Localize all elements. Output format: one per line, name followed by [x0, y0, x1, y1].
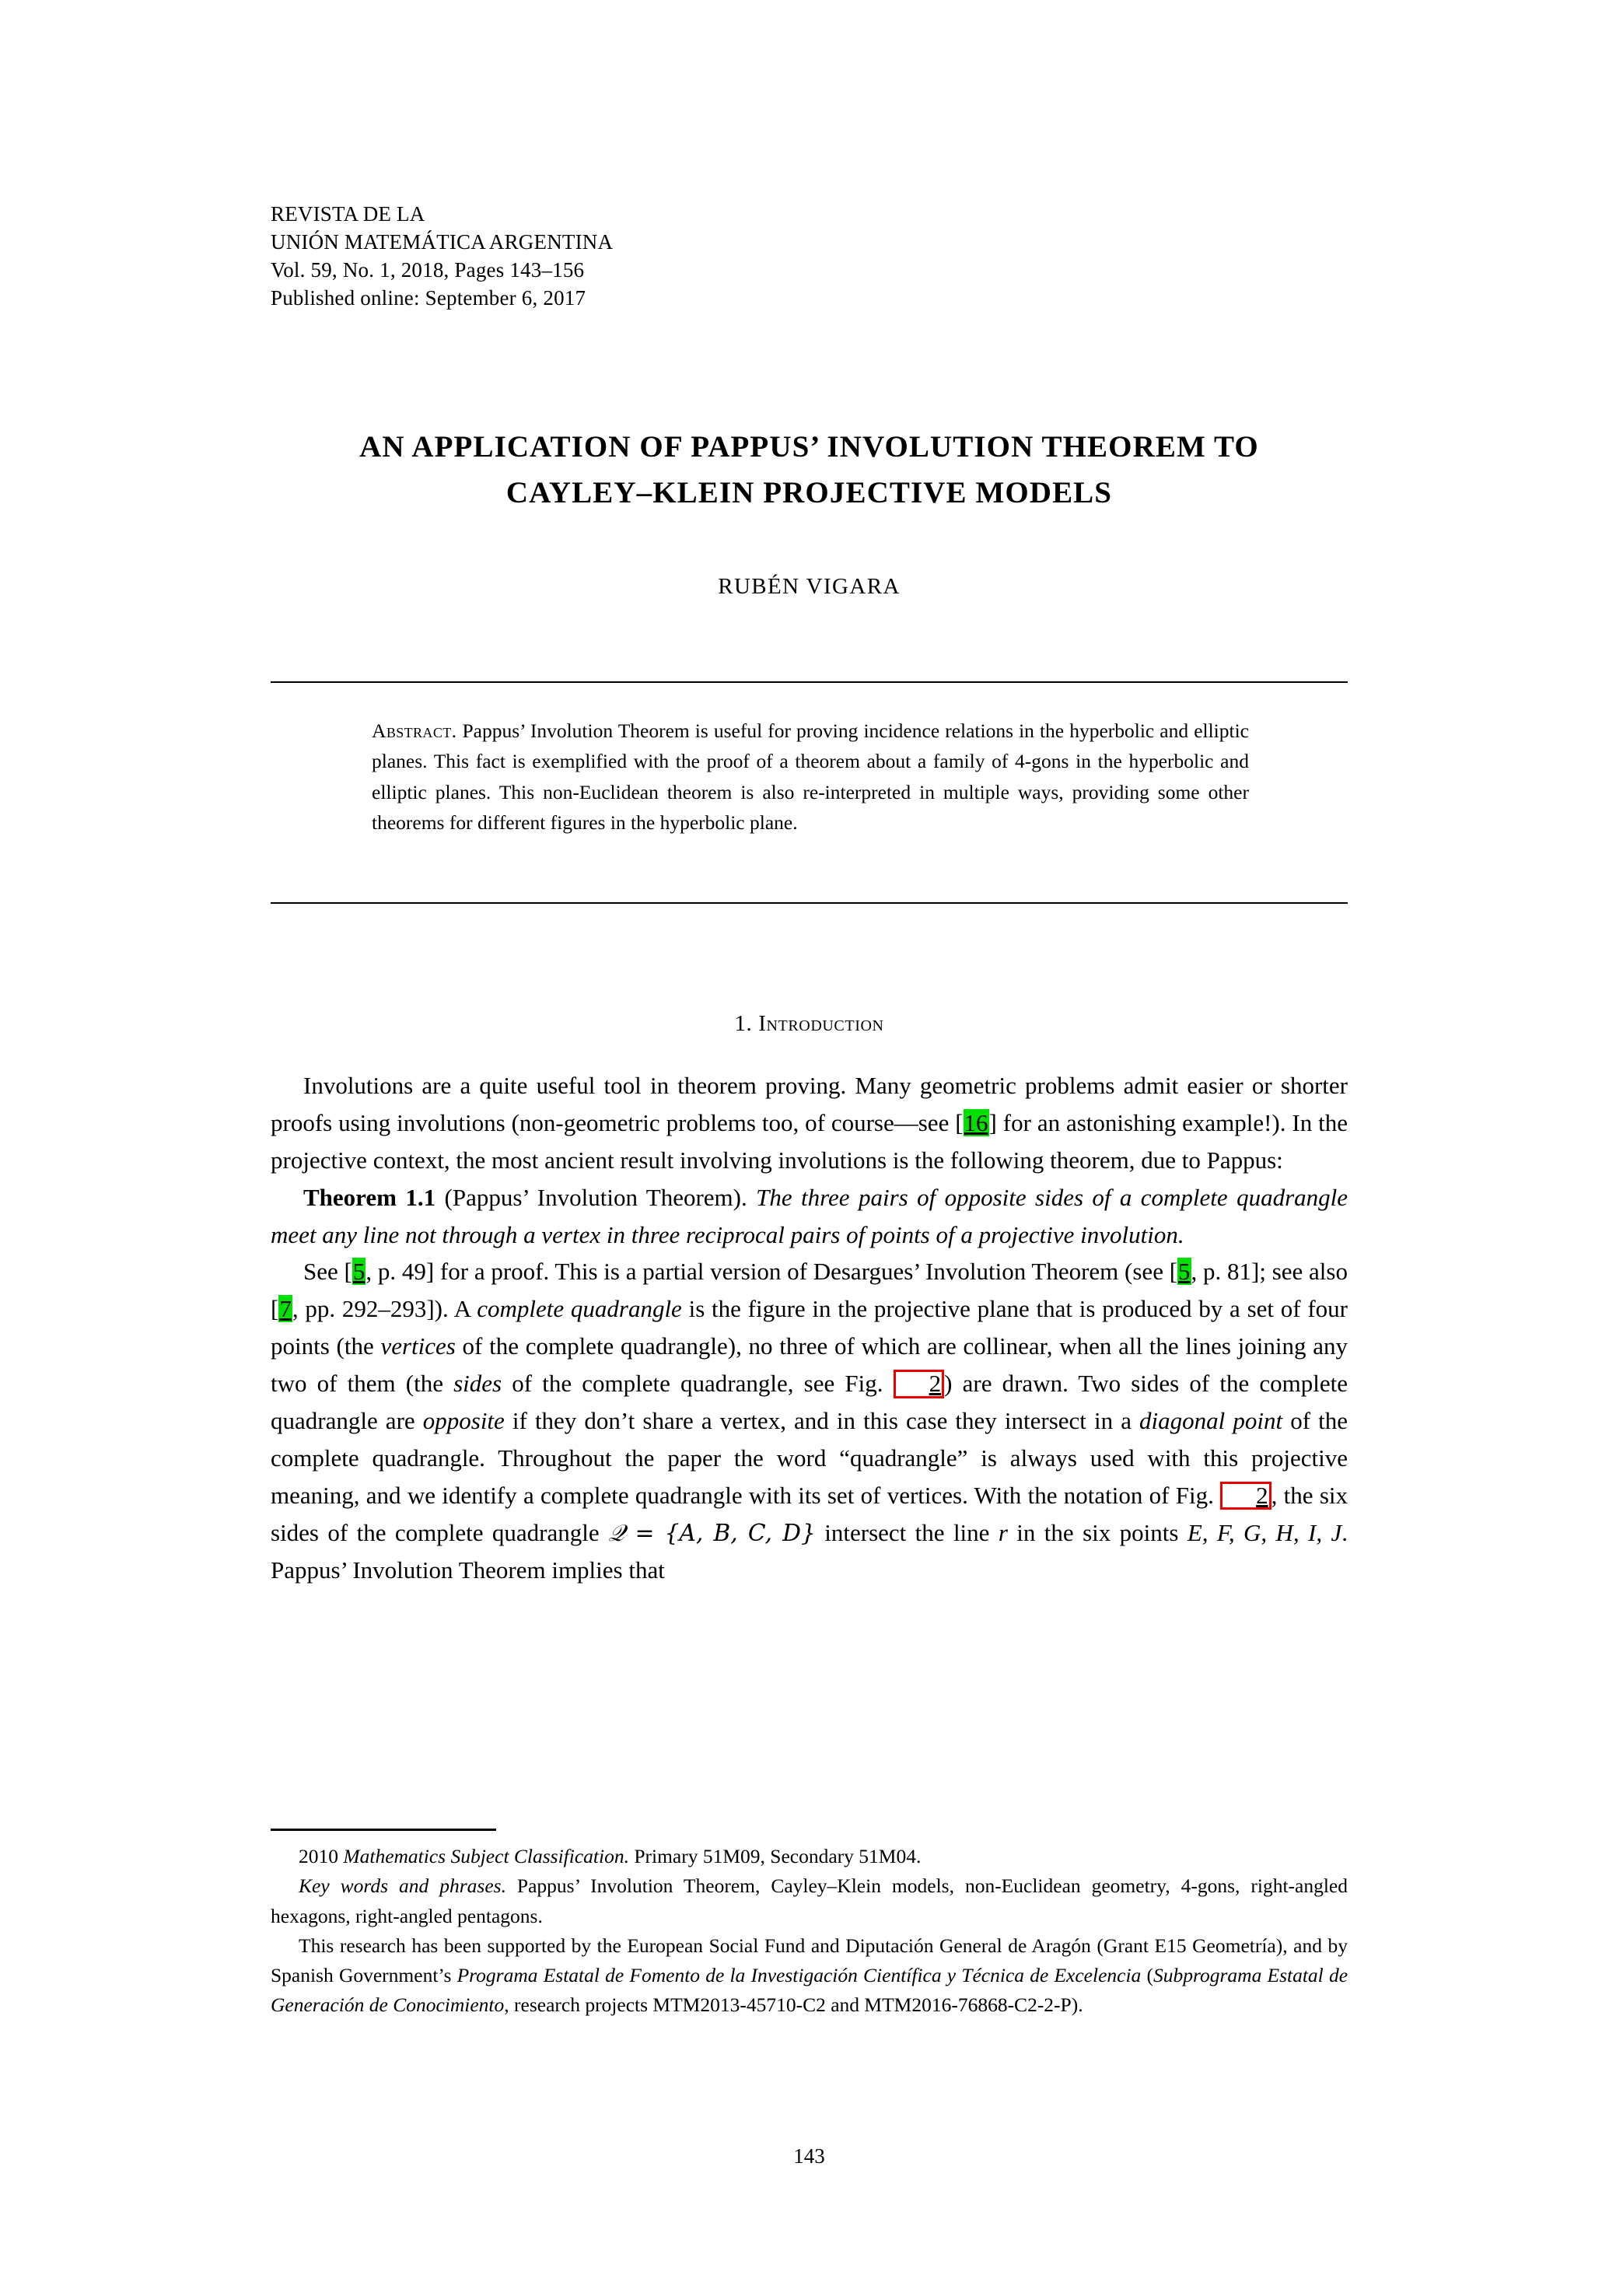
emphasis-sides: sides [453, 1370, 502, 1398]
para2-part-n: . Pappus’ Involution Theorem implies that [271, 1518, 1348, 1584]
section-title: Introduction [758, 1011, 884, 1036]
abstract-label: Abstract. [372, 719, 457, 742]
math-quadrangle-set: 𝒬 = {A, B, C, D} [607, 1519, 816, 1547]
figure-ref-link-2-second[interactable]: 2 [1220, 1482, 1271, 1510]
page-title-line-2: CAYLEY–KLEIN PROJECTIVE MODELS [505, 476, 1113, 510]
section-heading-introduction [271, 1011, 1348, 1037]
theorem-label: Theorem 1.1 [303, 1183, 436, 1211]
msc-year: 2010 [299, 1845, 344, 1867]
emphasis-opposite: opposite [422, 1407, 505, 1435]
paragraph-intro-part-b: ] for an astonishing example!). In the projective context, the most ancient result involving involutions is the following theorem, due to Pappus: [271, 1108, 1348, 1174]
para2-part-m: in the six points [1007, 1518, 1188, 1546]
theorem-name: (Pappus’ Involution Theorem). [444, 1183, 747, 1211]
math-line-r: r [998, 1518, 1008, 1546]
journal-volume-info: Vol. 59, No. 1, 2018, Pages 143–156 [271, 257, 585, 282]
journal-published-date: Published online: September 6, 2017 [271, 285, 586, 310]
keywords-label: Key words and phrases. [299, 1874, 506, 1898]
emphasis-diagonal-point: diagonal point [1139, 1407, 1283, 1435]
journal-name-line-2: UNIÓN MATEMÁTICA ARGENTINA [271, 229, 614, 254]
emphasis-complete-quadrangle: complete quadrangle [477, 1295, 682, 1323]
figure-ref-link-2-first[interactable]: 2 [894, 1370, 945, 1398]
page-title-line-1: AN APPLICATION OF PAPPUS’ INVOLUTION THEOREM TO [359, 430, 1259, 464]
citation-link-5-second[interactable]: 5 [1178, 1258, 1191, 1286]
para2-part-k: , the six sides of the complete quadrangle [271, 1481, 1348, 1546]
abstract-bottom-rule [271, 902, 1348, 904]
paragraph-intro-part-a: Involutions are a quite useful tool in theorem proving. Many geometric problems admit easier or shorter proofs using involutions (non-geometric problems too, of course—see [ [271, 1072, 1348, 1136]
citation-link-5-first[interactable]: 5 [352, 1258, 366, 1286]
author-name: RUBÉN VIGARA [718, 574, 901, 599]
keywords-value: Pappus’ Involution Theorem, Cayley–Klein models, non-Euclidean geometry, 4-gons, right-angled hexagons, right-angled pentagons. [271, 1874, 1348, 1927]
para2-part-i: if they don’t share a vertex, and in this case they intersect in a [504, 1407, 1140, 1435]
paragraph-quadrangle [271, 1253, 1348, 1588]
funding-subprogram-name: Subprograma Estatal de Generación de Conocimiento [271, 1964, 1348, 2017]
para2-part-j: of the complete quadrangle. Throughout the paper the word “quadrangle” is always used with this projective meaning, and we identify a complete quadrangle with its set of vertices. With the notation of Fig. [271, 1407, 1348, 1509]
theorem-1-1 [271, 1179, 1348, 1254]
para2-part-c: , p. 81]; see also [ [271, 1258, 1348, 1323]
journal-masthead [271, 201, 613, 313]
funding-part-b: ( [1141, 1964, 1153, 1986]
footnote-funding [271, 1931, 1348, 2021]
abstract-block [372, 716, 1249, 838]
para2-part-h: ) are drawn. Two sides of the complete quadrangle are [271, 1370, 1348, 1435]
page-title [271, 424, 1348, 516]
page-number: 143 [793, 2144, 825, 2168]
body-text [271, 1067, 1348, 1589]
footnote-block [271, 1842, 1348, 2021]
para2-part-f: of the complete quadrangle), no three of which are collinear, when all the lines joining any two of them (the [271, 1332, 1348, 1398]
funding-part-a: This research has been supported by the European Social Fund and Diputación General de Aragón (Grant E15 Geometría), and by Spanish Government’s [271, 1934, 1348, 1986]
theorem-statement: The three pairs of opposite sides of a complete quadrangle meet any line not through a vertex in three reciprocal pairs of points of a projective involution. [271, 1183, 1348, 1248]
citation-link-7[interactable]: 7 [279, 1295, 292, 1323]
para2-part-b: , p. 49] for a proof. This is a partial version of Desargues’ Involution Theorem (see [ [366, 1258, 1178, 1286]
section-number: 1. [734, 1011, 753, 1036]
footnote-separator-rule [271, 1829, 496, 1831]
journal-name-line-1: REVISTA DE LA [271, 202, 425, 226]
paragraph-intro [271, 1067, 1348, 1179]
msc-value: Primary 51M09, Secondary 51M04. [628, 1845, 922, 1867]
math-six-points: E, F, G, H, I, J [1187, 1518, 1342, 1546]
abstract-text: Pappus’ Involution Theorem is useful for proving incidence relations in the hyperbolic and elliptic planes. This fact is exemplified with the proof of a theorem about a family of 4-gons in the hyperbolic and elliptic planes. This non-Euclidean theorem is also re-interpreted in multiple ways, providing some other theorems for different figures in the hyperbolic plane. [372, 719, 1249, 834]
footnote-keywords [271, 1871, 1348, 1931]
para2-part-l: intersect the line [815, 1518, 999, 1546]
funding-part-c: , research projects MTM2013-45710-C2 and MTM2016-76868-C2-2-P). [504, 1993, 1083, 2017]
msc-label: Mathematics Subject Classification. [343, 1845, 629, 1867]
para2-part-d: , pp. 292–293]). A [292, 1295, 477, 1323]
para2-part-e: is the figure in the projective plane that is produced by a set of four points (the [271, 1295, 1348, 1360]
abstract-top-rule [271, 681, 1348, 683]
citation-link-16[interactable]: 16 [964, 1108, 988, 1136]
emphasis-vertices: vertices [380, 1332, 456, 1360]
para2-part-a: See [ [303, 1258, 352, 1286]
funding-program-name: Programa Estatal de Fomento de la Investigación Científica y Técnica de Excelencia [456, 1964, 1142, 1986]
para2-part-g: of the complete quadrangle, see Fig. [502, 1370, 894, 1398]
footnote-msc [271, 1842, 1348, 1871]
